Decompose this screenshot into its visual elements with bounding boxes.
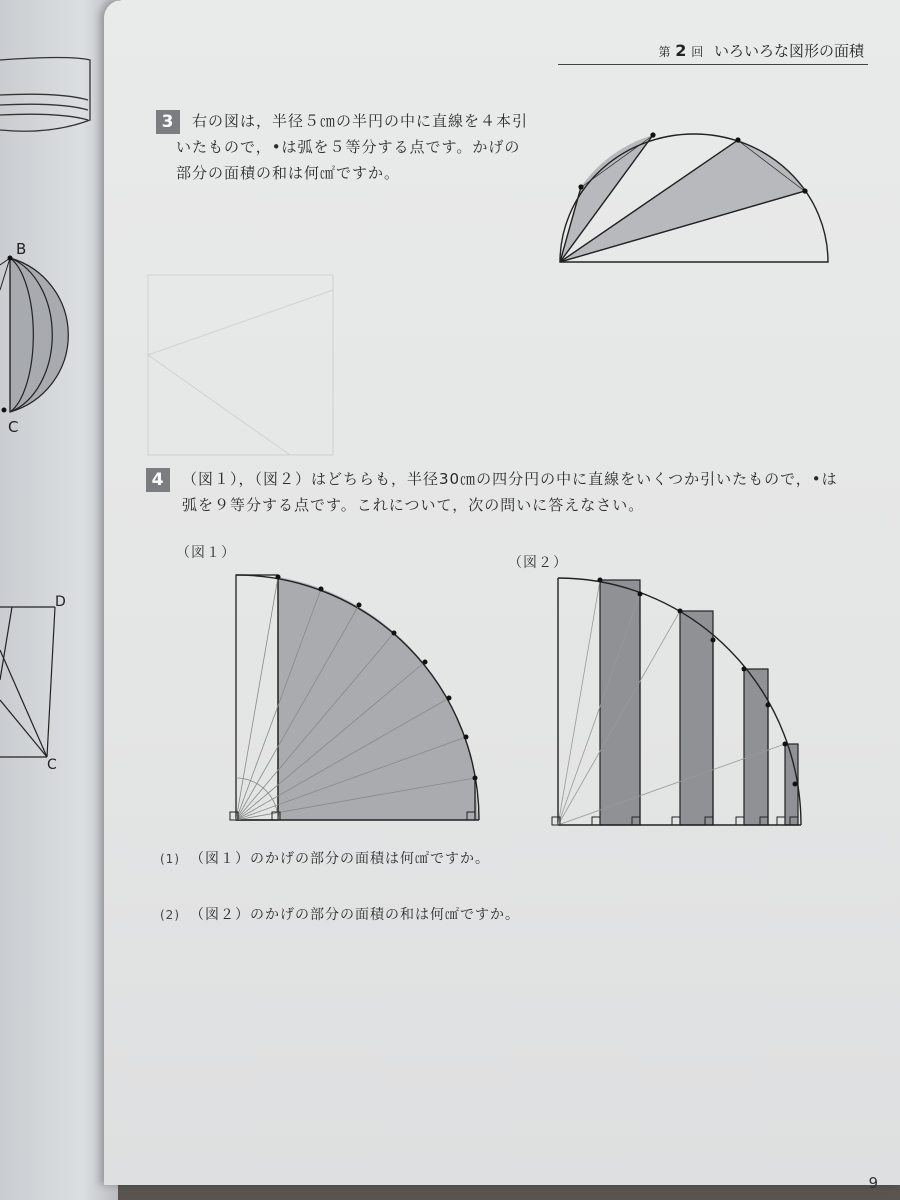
problem4-line2: 弧を９等分する点です。これについて，次の問いに答えなさい。 bbox=[182, 496, 645, 514]
question-2-number: (2) bbox=[160, 908, 180, 922]
question-1 bbox=[160, 848, 490, 868]
problem3-number: 3 bbox=[156, 110, 180, 134]
page-number: 9 bbox=[868, 1174, 878, 1192]
problem3-line3: 部分の面積の和は何㎠ですか。 bbox=[176, 164, 401, 182]
left-label-b: B bbox=[16, 240, 27, 258]
question-2 bbox=[160, 904, 520, 924]
question-1-number: (1) bbox=[160, 852, 180, 866]
header-title: いろいろな図形の面積 bbox=[713, 42, 864, 60]
fig1-label: （図１） bbox=[176, 545, 236, 561]
problem4-line1: （図１），（図２）はどちらも，半径30㎝の四分円の中に直線をいくつか引いたもので，•は bbox=[182, 470, 838, 488]
left-label-c2: C bbox=[47, 757, 57, 773]
problem3-line2: いたもので，•は弧を５等分する点です。かげの bbox=[176, 138, 521, 156]
question-2-text: （図２）のかげの部分の面積の和は何㎠ですか。 bbox=[190, 907, 520, 923]
left-label-c1: C bbox=[8, 418, 19, 436]
problem3-line1: 右の図は，半径５㎝の半円の中に直線を４本引 bbox=[192, 112, 529, 130]
fig2-label: （図２） bbox=[508, 555, 568, 571]
header-prefix: 第 bbox=[658, 45, 671, 59]
question-1-text: （図１）のかげの部分の面積は何㎠ですか。 bbox=[190, 851, 490, 867]
left-label-d: D bbox=[55, 594, 66, 610]
problem4-number: 4 bbox=[146, 468, 170, 492]
header-number: 2 bbox=[675, 41, 687, 60]
header-suffix: 回 bbox=[691, 45, 704, 59]
